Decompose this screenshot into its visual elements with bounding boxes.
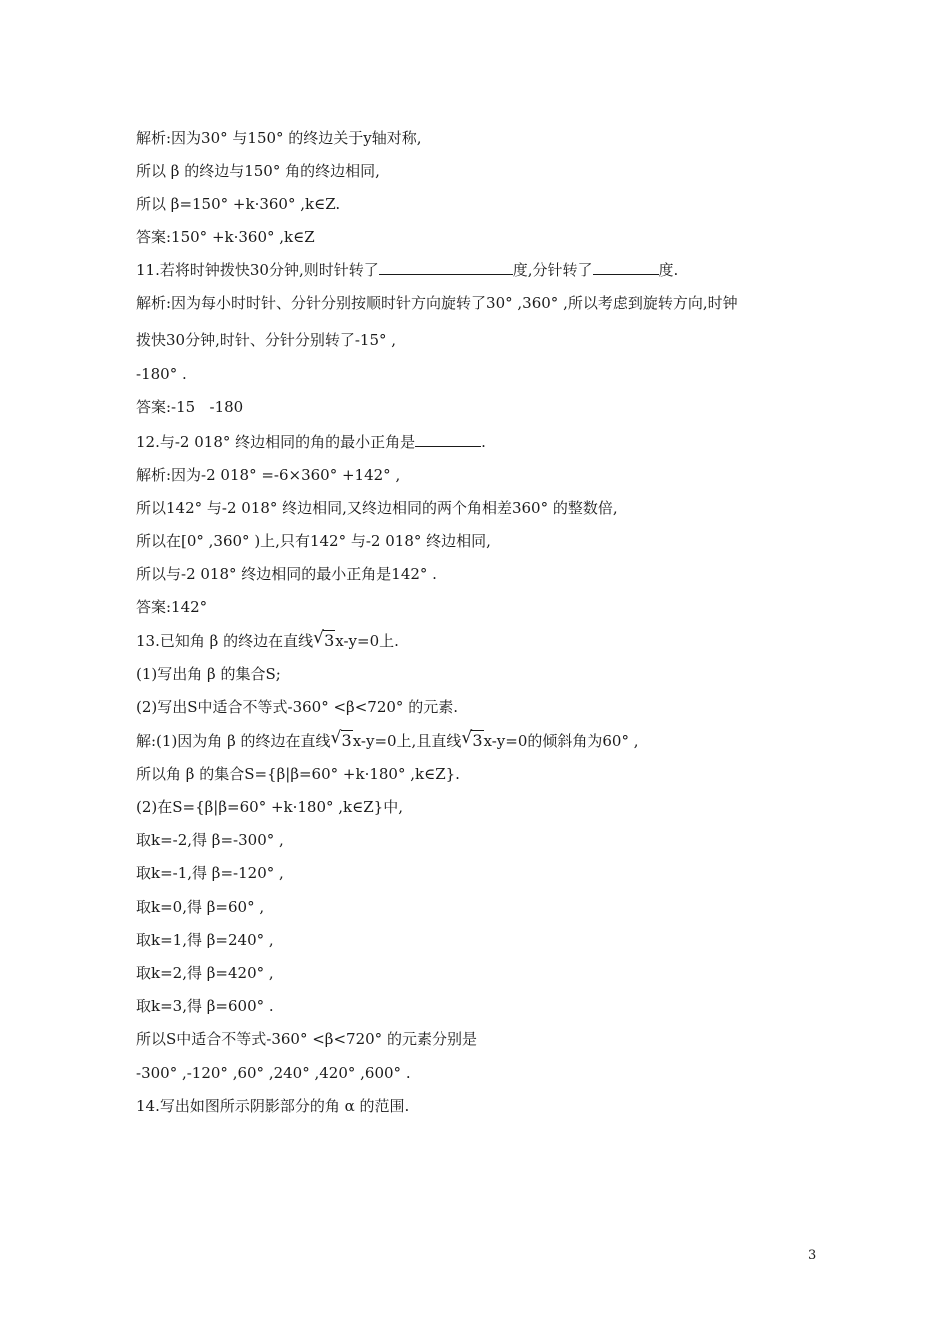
question-text: . <box>481 433 486 451</box>
question-text: 12.与-2 018° 终边相同的角的最小正角是 <box>136 433 416 451</box>
text-line: (2)写出S中适合不等式-360° <β<720° 的元素. <box>136 698 458 716</box>
question-text: 11.若将时钟拨快30分钟,则时针转了 <box>136 261 379 279</box>
answer-line: 答案:142° <box>136 598 208 616</box>
question-text: 13.已知角 β 的终边在直线 <box>136 632 314 650</box>
sqrt-expression <box>461 728 483 751</box>
text-line: -300° ,-120° ,60° ,240° ,420° ,600° . <box>136 1064 411 1082</box>
radicand: 3 <box>341 731 352 750</box>
solution-line <box>136 728 639 751</box>
text-line: 解析:因为每小时时针、分针分别按顺时针方向旋转了30° ,360° ,所以考虑到旋转方向,时钟 <box>136 294 738 312</box>
question-13 <box>136 628 399 651</box>
page-number: 3 <box>808 1248 817 1263</box>
text-line: 所以 β 的终边与150° 角的终边相同, <box>136 162 380 180</box>
question-14: 14.写出如图所示阴影部分的角 α 的范围. <box>136 1097 410 1115</box>
answer-line: 答案:-15 -180 <box>136 398 244 416</box>
text-line: 所以 β=150° +k·360° ,k∈Z. <box>136 195 341 213</box>
text-line: (1)写出角 β 的集合S; <box>136 665 281 683</box>
answer-blank <box>415 432 481 447</box>
text-line: 所以在[0° ,360° )上,只有142° 与-2 018° 终边相同, <box>136 532 491 550</box>
text-line: 取k=0,得 β=60° , <box>136 898 265 916</box>
question-text: x-y=0上. <box>335 632 399 650</box>
solution-text: 解:(1)因为角 β 的终边在直线 <box>136 732 331 750</box>
text-line: 解析:因为30° 与150° 的终边关于y轴对称, <box>136 129 422 147</box>
radical-sign: √ <box>330 728 342 748</box>
text-line: (2)在S={β|β=60° +k·180° ,k∈Z}中, <box>136 798 403 816</box>
text-line: 所以S中适合不等式-360° <β<720° 的元素分别是 <box>136 1030 477 1048</box>
answer-blank <box>593 260 659 275</box>
answer-line: 答案:150° +k·360° ,k∈Z <box>136 228 315 246</box>
question-11 <box>136 260 678 280</box>
question-12 <box>136 432 486 452</box>
radical-sign: √ <box>313 628 324 648</box>
text-line: 取k=2,得 β=420° , <box>136 964 274 982</box>
radical-sign: √ <box>461 728 473 748</box>
text-line: 解析:因为-2 018° =-6×360° +142° , <box>136 466 401 484</box>
answer-blank <box>379 260 513 275</box>
sqrt-expression <box>313 628 335 651</box>
radicand: 3 <box>472 731 483 750</box>
text-line: 取k=-2,得 β=-300° , <box>136 831 284 849</box>
text-line: 所以与-2 018° 终边相同的最小正角是142° . <box>136 565 437 583</box>
text-line: 取k=3,得 β=600° . <box>136 997 274 1015</box>
text-line: 所以142° 与-2 018° 终边相同,又终边相同的两个角相差360° 的整数倍, <box>136 499 618 517</box>
question-text: 度,分针转了 <box>512 261 593 279</box>
text-line: 取k=-1,得 β=-120° , <box>136 864 284 882</box>
text-line: -180° . <box>136 365 187 383</box>
solution-text: x-y=0的倾斜角为60° , <box>483 732 639 750</box>
question-text: 度. <box>658 261 679 279</box>
text-line: 拨快30分钟,时针、分针分别转了-15° , <box>136 331 397 349</box>
text-line: 所以角 β 的集合S={β|β=60° +k·180° ,k∈Z}. <box>136 765 460 783</box>
sqrt-expression <box>330 728 353 751</box>
text-line: 取k=1,得 β=240° , <box>136 931 274 949</box>
solution-text: x-y=0上,且直线 <box>352 732 462 750</box>
radicand: 3 <box>324 631 335 650</box>
